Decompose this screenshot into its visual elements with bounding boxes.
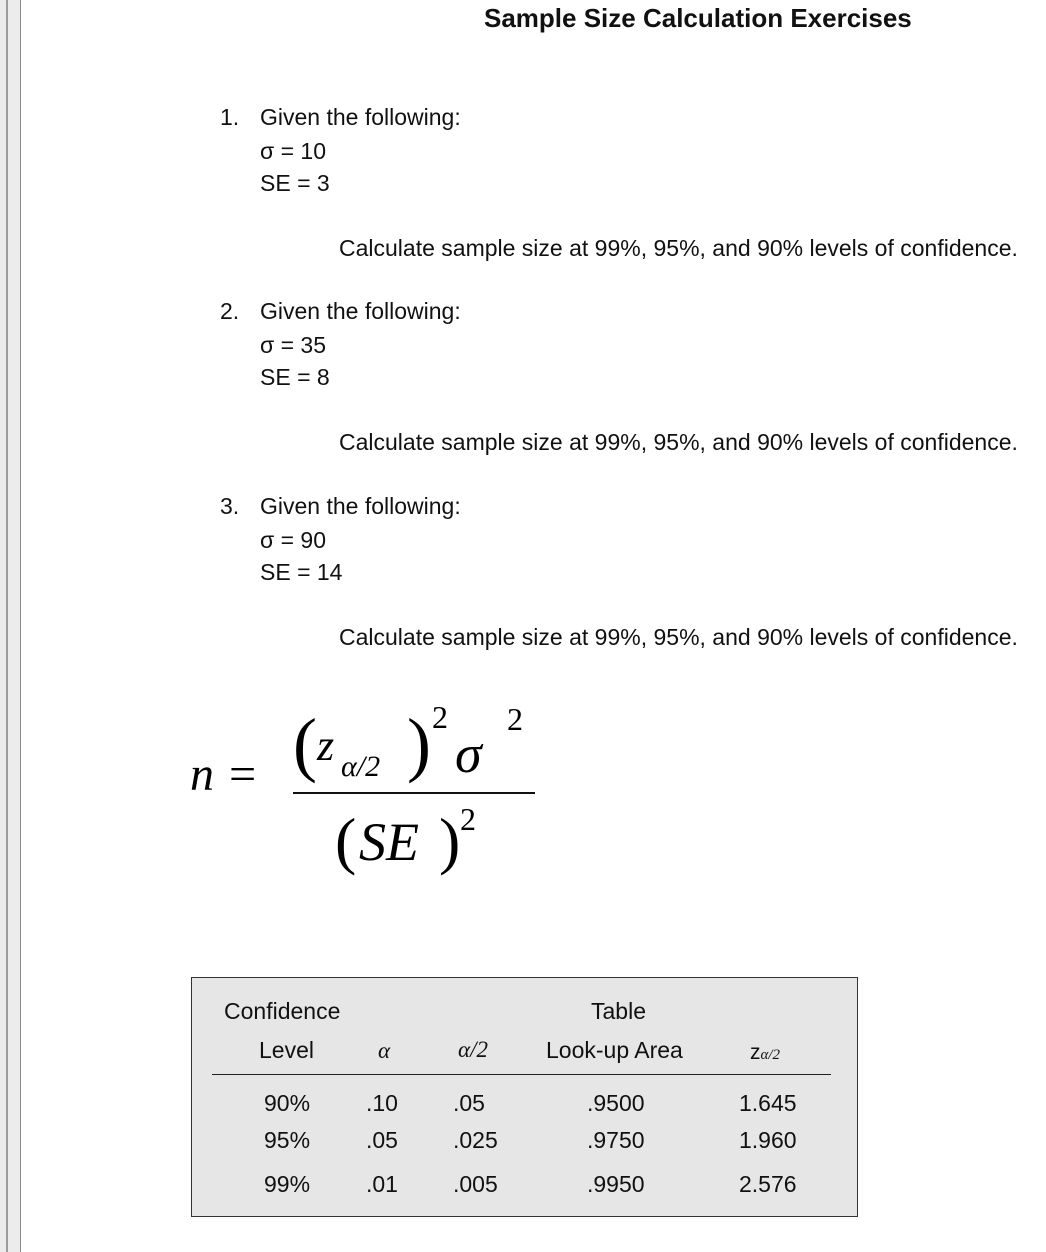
cell-area: .9750 xyxy=(587,1127,645,1153)
exercise-task: Calculate sample size at 99%, 95%, and 90% levels of confidence. xyxy=(339,235,1018,261)
cell-alpha: .05 xyxy=(366,1127,398,1153)
cell-z: 2.576 xyxy=(739,1171,797,1197)
exercise-number: 2. xyxy=(220,298,240,324)
exercise-intro: Given the following: xyxy=(260,104,461,130)
sigma-value: σ = 35 xyxy=(260,332,326,358)
open-paren: ( xyxy=(293,704,317,784)
cell-area: .9500 xyxy=(587,1090,645,1116)
cell-alpha: .10 xyxy=(366,1090,398,1116)
header-z: z xyxy=(750,1041,761,1064)
sigma-value: σ = 10 xyxy=(260,138,326,164)
cell-level: 99% xyxy=(264,1171,311,1197)
margin-rule xyxy=(6,0,8,1252)
formula-graphic xyxy=(185,672,545,892)
header-z-alpha-half xyxy=(750,1041,780,1065)
cell-area: .9950 xyxy=(587,1171,645,1197)
exercise-intro: Given the following: xyxy=(260,298,461,324)
sigma-value: σ = 90 xyxy=(260,527,326,553)
cell-level: 95% xyxy=(264,1127,311,1153)
formula-exp-1: 2 xyxy=(432,699,448,735)
se-value: SE = 3 xyxy=(260,170,330,196)
header-z-subscript: α/2 xyxy=(760,1047,781,1063)
se-value: SE = 8 xyxy=(260,364,330,390)
se-value: SE = 14 xyxy=(260,559,343,585)
header-lookup-line2: Look-up Area xyxy=(546,1037,683,1063)
header-alpha-half: α/2 xyxy=(458,1037,488,1062)
header-alpha: α xyxy=(378,1038,391,1063)
page-title: Sample Size Calculation Exercises xyxy=(484,3,912,33)
cell-alpha-half: .005 xyxy=(453,1171,498,1197)
header-divider xyxy=(212,1074,831,1075)
cell-alpha-half: .05 xyxy=(453,1090,485,1116)
formula-z: z xyxy=(317,721,335,770)
formula-sigma: σ xyxy=(455,724,482,784)
header-confidence-line2: Level xyxy=(259,1037,314,1063)
cell-z: 1.645 xyxy=(739,1090,797,1116)
cell-z: 1.960 xyxy=(739,1127,797,1153)
exercise-task: Calculate sample size at 99%, 95%, and 90% levels of confidence. xyxy=(339,624,1018,650)
exercise-number: 3. xyxy=(220,493,240,519)
cell-alpha: .01 xyxy=(366,1171,398,1197)
formula-exp-3: 2 xyxy=(460,801,476,837)
exercise-intro: Given the following: xyxy=(260,493,461,519)
z-value-table xyxy=(191,977,858,1217)
header-lookup-line1: Table xyxy=(591,998,646,1024)
exercise-number: 1. xyxy=(220,104,240,130)
formula-lhs: n = xyxy=(190,748,259,801)
close-paren: ) xyxy=(407,704,431,784)
formula-se: SE xyxy=(359,812,419,872)
sample-size-formula xyxy=(185,672,545,892)
header-confidence-line1: Confidence xyxy=(224,998,341,1024)
cell-level: 90% xyxy=(264,1090,311,1116)
cell-alpha-half: .025 xyxy=(453,1127,498,1153)
formula-z-subscript: α/2 xyxy=(341,750,381,783)
open-paren-denominator: ( xyxy=(335,805,357,876)
close-paren-denominator: ) xyxy=(439,805,461,876)
left-margin-bar xyxy=(0,0,21,1252)
exercise-task: Calculate sample size at 99%, 95%, and 90% levels of confidence. xyxy=(339,429,1018,455)
formula-exp-2: 2 xyxy=(507,701,523,737)
